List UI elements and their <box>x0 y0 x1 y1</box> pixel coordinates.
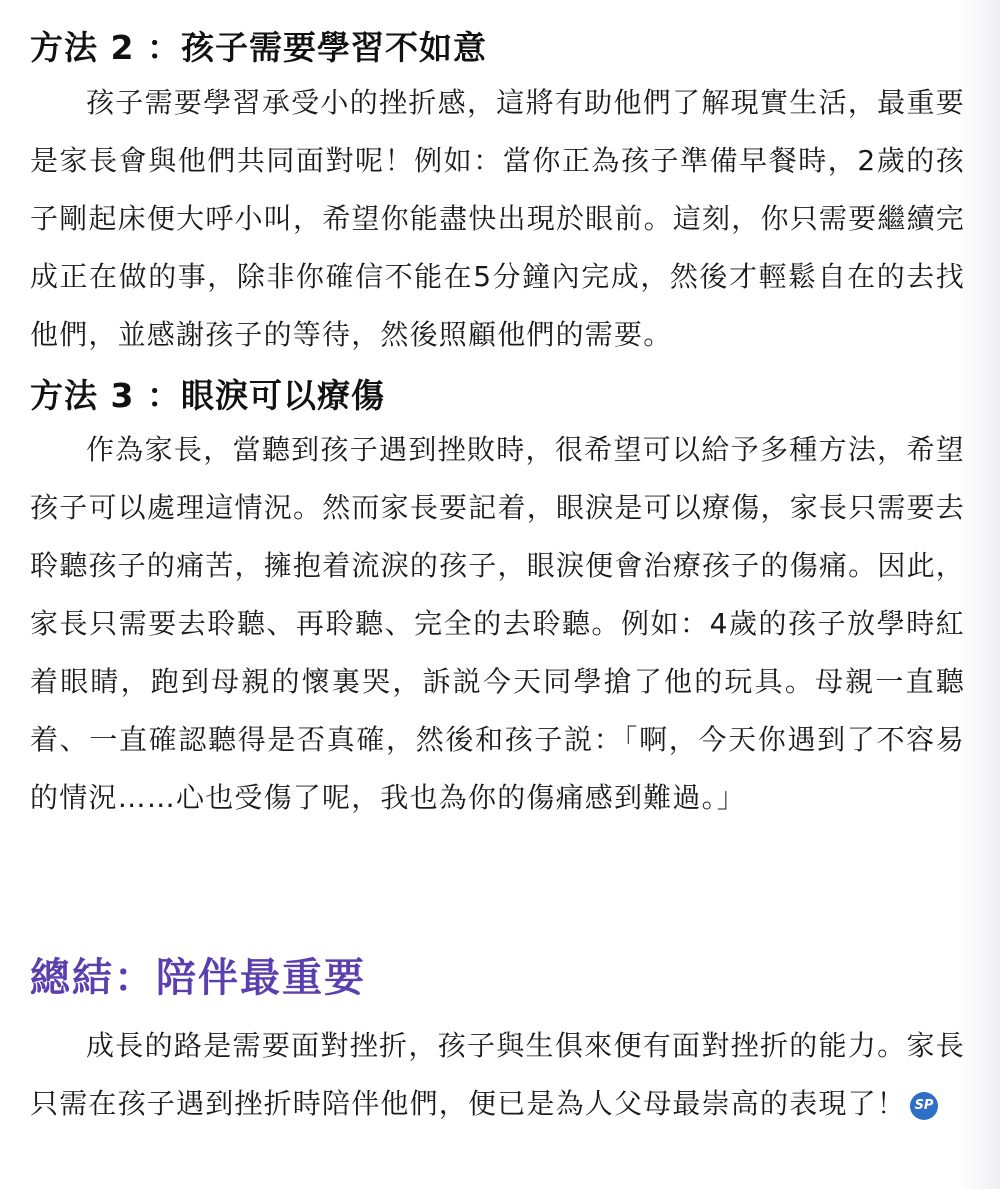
summary-heading: 總結：陪伴最重要 <box>30 955 366 1001</box>
method-3-heading: 方法 3 ：眼淚可以療傷 <box>30 376 385 415</box>
summary-text: 成長的路是需要面對挫折，孩子與生俱來便有面對挫折的能力。家長只需在孩子遇到挫折時陪伴他們，便已是為人父母最崇高的表現了！ <box>30 1029 965 1120</box>
summary-paragraph <box>30 1017 965 1133</box>
method-3-paragraph: 作為家長，當聽到孩子遇到挫敗時，很希望可以給予多種方法，希望孩子可以處理這情況。然而家長要記着，眼淚是可以療傷，家長只需要去聆聽孩子的痛苦，擁抱着流淚的孩子，眼淚便會治療孩子的傷痛。因此，家長只需要去聆聽、再聆聽、完全的去聆聽。例如：4歲的孩子放學時紅着眼睛，跑到母親的懷裏哭，訴説今天同學搶了他的玩具。母親一直聽着、一直確認聽得是否真確，然後和孩子説：「啊，今天你遇到了不容易的情況……心也受傷了呢，我也為你的傷痛感到難過。」 <box>30 433 965 814</box>
method-2-heading: 方法 2 ：孩子需要學習不如意 <box>30 28 487 67</box>
method-2-paragraph: 孩子需要學習承受小的挫折感，這將有助他們了解現實生活，最重要是家長會與他們共同面對呢！例如：當你正為孩子準備早餐時，2歲的孩子剛起床便大呼小叫，希望你能盡快出現於眼前。這刻，你只需要繼續完成正在做的事，除非你確信不能在5分鐘內完成，然後才輕鬆自在的去找他們，並感謝孩子的等待，然後照顧他們的需要。 <box>30 86 965 351</box>
sp-end-mark-icon: SP <box>910 1092 938 1120</box>
